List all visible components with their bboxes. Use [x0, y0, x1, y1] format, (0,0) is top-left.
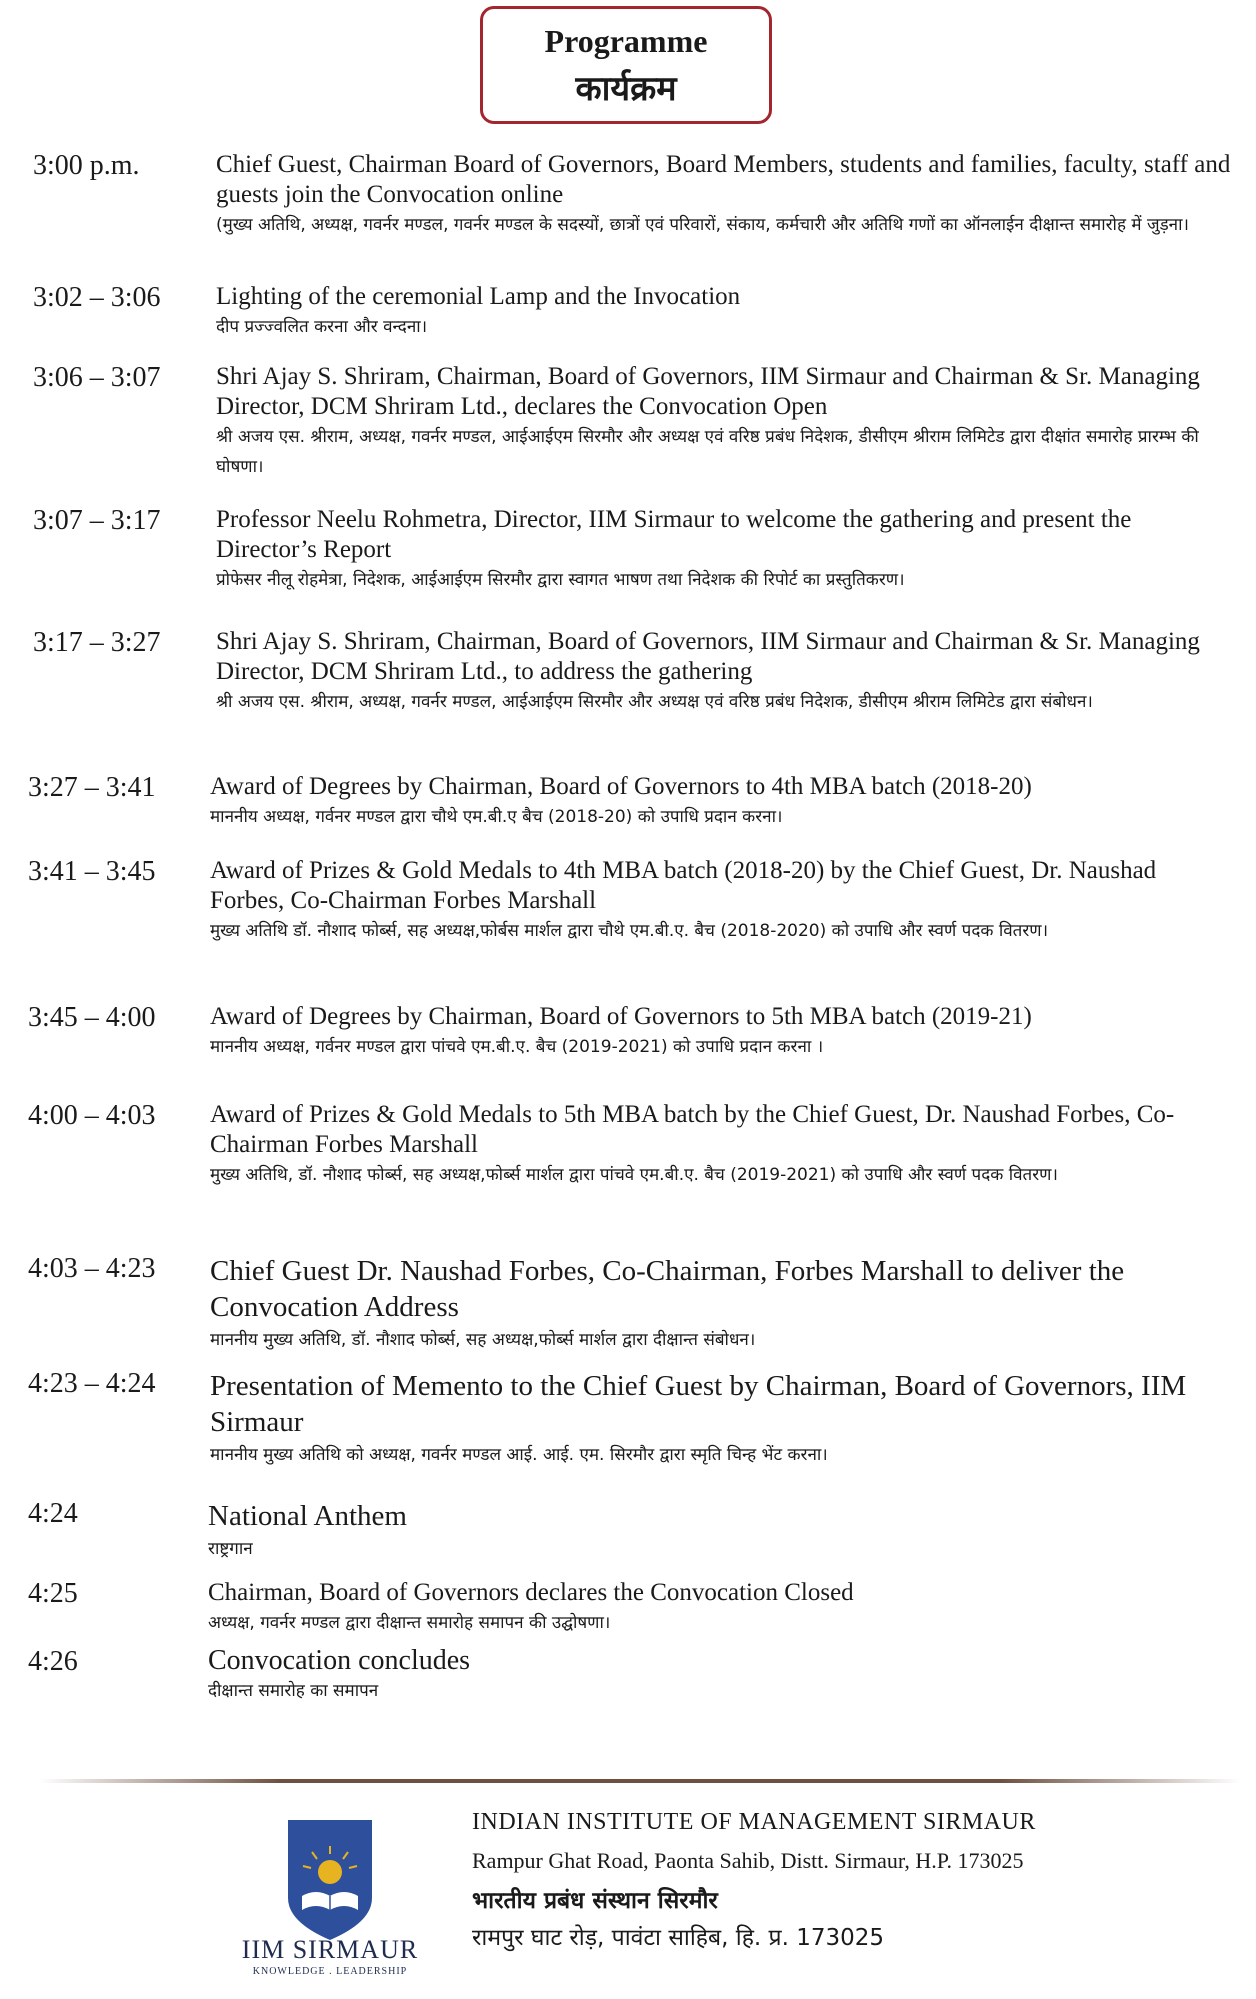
item-hindi: माननीय मुख्य अतिथि, डॉ. नौशाद फोर्ब्स, सह अध्यक्ष,फोर्ब्स मार्शल द्वारा दीक्षान्त संबोधन।	[210, 1330, 756, 1350]
item-time: 3:45 – 4:00	[28, 1002, 156, 1033]
item-english: Award of Degrees by Chairman, Board of Governors to 5th MBA batch (2019-21)	[210, 1003, 1032, 1030]
item-hindi: माननीय अध्यक्ष, गर्वनर मण्डल द्वारा चौथे एम.बी.ए बैच (2018-20) को उपाधि प्रदान करना।	[210, 807, 783, 827]
item-english: Award of Prizes & Gold Medals to 4th MBA batch (2018-20) by the Chief Guest, Dr. Naushad Forbes, Co-Chairman Forbes Marshall	[210, 857, 1157, 914]
title-english: Programme	[544, 23, 708, 59]
item-hindi: दीक्षान्त समारोह का समापन	[208, 1681, 379, 1701]
item-time: 3:17 – 3:27	[33, 627, 161, 658]
item-english: Chief Guest, Chairman Board of Governors, Board Members, students and families, faculty, staff and guests join the Convocation online	[216, 151, 1231, 208]
item-hindi: मुख्य अतिथि, डॉ. नौशाद फोर्ब्स, सह अध्यक्ष,फोर्ब्स मार्शल द्वारा पांचवे एम.बी.ए. बैच (2019-2021) को उपाधि और स्वर्ण पदक वितरण।	[210, 1165, 1058, 1185]
item-english: Lighting of the ceremonial Lamp and the Invocation	[216, 283, 741, 310]
item-time: 4:25	[28, 1578, 78, 1609]
item-time: 3:00 p.m.	[33, 150, 140, 181]
institute-name: INDIAN INSTITUTE OF MANAGEMENT SIRMAUR	[472, 1809, 1036, 1835]
item-english: National Anthem	[208, 1500, 407, 1532]
item-time: 4:03 – 4:23	[28, 1253, 156, 1284]
item-english: Chief Guest Dr. Naushad Forbes, Co-Chairman, Forbes Marshall to deliver the Convocation Address	[210, 1255, 1125, 1323]
item-time: 4:24	[28, 1498, 78, 1529]
item-time: 3:06 – 3:07	[33, 362, 161, 393]
item-time: 4:23 – 4:24	[28, 1368, 156, 1399]
footer-divider	[40, 1779, 1240, 1783]
institute-address-hindi: रामपुर घाट रोड़, पावंटा साहिब, हि. प्र. 173025	[472, 1925, 885, 1951]
item-hindi: अध्यक्ष, गवर्नर मण्डल द्वारा दीक्षान्त समारोह समापन की उद्घोषणा।	[208, 1613, 611, 1633]
item-hindi: माननीय मुख्य अतिथि को अध्यक्ष, गवर्नर मण्डल आई. आई. एम. सिरमौर द्वारा स्मृति चिन्ह भेंट करना।	[210, 1445, 828, 1465]
item-english: Award of Degrees by Chairman, Board of Governors to 4th MBA batch (2018-20)	[210, 773, 1032, 800]
item-time: 4:00 – 4:03	[28, 1100, 156, 1131]
item-english: Convocation concludes	[208, 1645, 471, 1676]
item-english: Shri Ajay S. Shriram, Chairman, Board of Governors, IIM Sirmaur and Chairman & Sr. Managing Director, DCM Shriram Ltd., declares the Convocation Open	[216, 363, 1200, 420]
programme-title-box	[480, 6, 772, 124]
item-hindi: मुख्य अतिथि डॉ. नौशाद फोर्ब्स, सह अध्यक्ष,फोर्बस मार्शल द्वारा चौथे एम.बी.ए. बैच (2018-2020) को उपाधि और स्वर्ण पदक वितरण।	[210, 921, 1049, 941]
item-hindi: दीप प्रज्ज्वलित करना और वन्दना।	[216, 317, 428, 337]
item-english: Professor Neelu Rohmetra, Director, IIM Sirmaur to welcome the gathering and present the Director’s Report	[216, 506, 1132, 563]
item-time: 3:41 – 3:45	[28, 856, 156, 887]
item-english: Award of Prizes & Gold Medals to 5th MBA batch by the Chief Guest, Dr. Naushad Forbes, Co-Chairman Forbes Marshall	[210, 1101, 1175, 1158]
item-hindi: श्री अजय एस. श्रीराम, अध्यक्ष, गवर्नर मण्डल, आईआईएम सिरमौर और अध्यक्ष एवं वरिष्ठ प्रबंध निदेशक, डीसीएम श्रीराम लिमिटेड द्वारा दीक्षांत समारोह प्रारम्भ की घोषणा।	[216, 427, 1199, 477]
item-time: 4:26	[28, 1646, 78, 1677]
item-time: 3:27 – 3:41	[28, 772, 156, 803]
item-hindi: माननीय अध्यक्ष, गर्वनर मण्डल द्वारा पांचवे एम.बी.ए. बैच (2019-2021) को उपाधि प्रदान करना ।	[210, 1037, 824, 1057]
logo-tagline: KNOWLEDGE . LEADERSHIP	[252, 1966, 408, 1977]
item-time: 3:02 – 3:06	[33, 282, 161, 313]
institute-address: Rampur Ghat Road, Paonta Sahib, Distt. Sirmaur, H.P. 173025	[472, 1848, 1024, 1873]
institute-name-hindi: भारतीय प्रबंध संस्थान सिरमौर	[472, 1888, 718, 1914]
item-hindi: प्रोफेसर नीलू रोहमेत्रा, निदेशक, आईआईएम सिरमौर द्वारा स्वागत भाषण तथा निदेशक की रिपोर्ट का प्रस्तुतिकरण।	[216, 570, 905, 590]
item-english: Shri Ajay S. Shriram, Chairman, Board of Governors, IIM Sirmaur and Chairman & Sr. Managing Director, DCM Shriram Ltd., to address the gathering	[216, 628, 1200, 685]
item-time: 3:07 – 3:17	[33, 505, 161, 536]
item-english: Presentation of Memento to the Chief Guest by Chairman, Board of Governors, IIM Sirmaur	[210, 1370, 1187, 1438]
title-hindi: कार्यक्रम	[575, 69, 677, 109]
logo-name: IIM SIRMAUR	[241, 1935, 419, 1964]
item-hindi: श्री अजय एस. श्रीराम, अध्यक्ष, गवर्नर मण्डल, आईआईएम सिरमौर और अध्यक्ष एवं वरिष्ठ प्रबंध निदेशक, डीसीएम श्रीराम लिमिटेड द्वारा संबोधन।	[216, 692, 1093, 712]
item-english: Chairman, Board of Governors declares the Convocation Closed	[208, 1579, 854, 1606]
item-hindi: (मुख्य अतिथि, अध्यक्ष, गवर्नर मण्डल, गवर्नर मण्डल के सदस्यों, छात्रों एवं परिवारों, संकाय, कर्मचारी और अतिथि गणों का ऑनलाईन दीक्षान्त समारोह में जुड़ना।	[216, 215, 1189, 235]
item-hindi: राष्ट्रगान	[208, 1539, 253, 1559]
